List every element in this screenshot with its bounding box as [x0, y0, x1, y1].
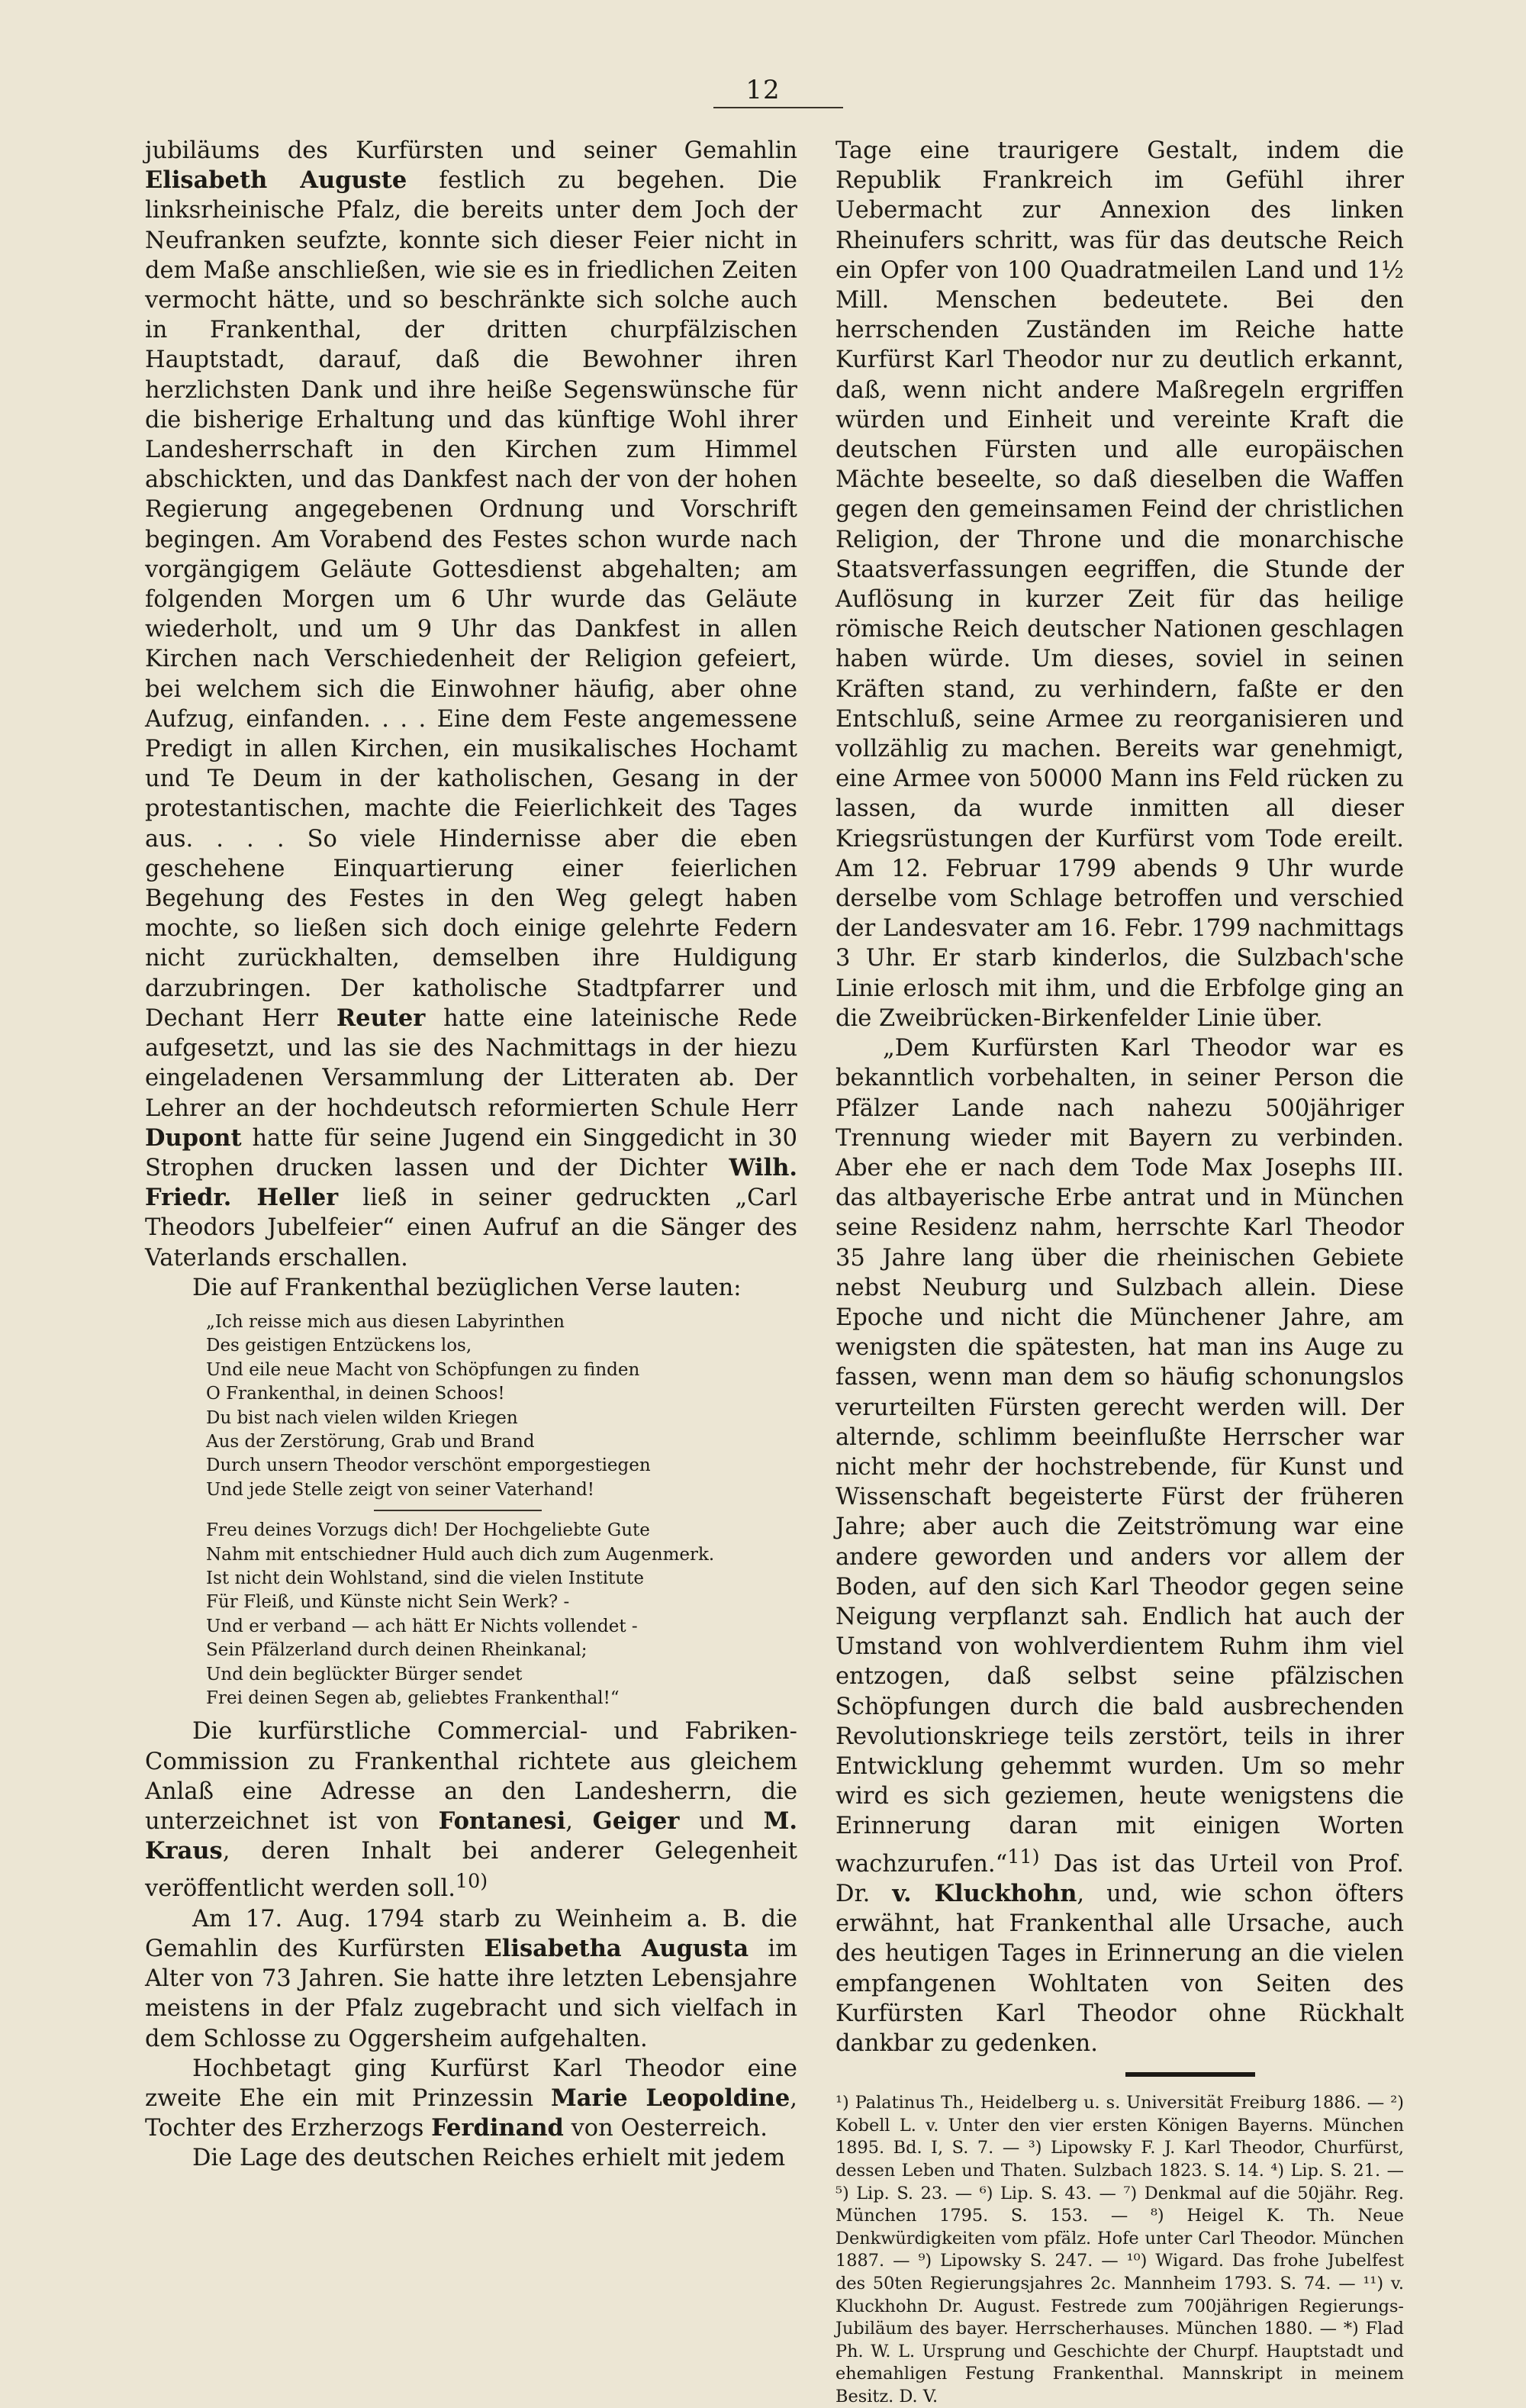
footnote-rule — [1125, 2072, 1255, 2077]
poem-stanza-1 — [206, 1310, 797, 1502]
poem-line: Und eile neue Macht von Schöpfungen zu finden — [206, 1359, 640, 1380]
poem-line: Und er verband — ach hätt Er Nichts vollendet - — [206, 1616, 638, 1636]
paragraph: Hochbetagt ging Kurfürst Karl Theodor eine zweite Ehe ein mit Prinzessin Marie Leopoldine, Tochter des Erzherzogs Ferdinand von Oesterreich. — [145, 2055, 797, 2142]
poem-stanza-2 — [206, 1519, 797, 1710]
paragraph: jubiläums des Kurfürsten und seiner Gemahlin Elisabeth Auguste festlich zu begehen. Die linksrheinische Pfalz, die bereits unter dem Joch der Neufranken seufzte, konnte sich dieser Feier nicht in dem Maße anschließen, wie sie es in friedlichen Zeiten vermocht hätte, und so beschränkte sich solche auch in Frankenthal, der dritten churpfälzischen Hauptstadt, darauf, daß die Bewohner ihren herzlichsten Dank und ihre heiße Segenswünsche für die bisherige Erhaltung und das künftige Wohl ihrer Landesherrschaft in den Kirchen zum Himmel abschickten, und das Dankfest nach der von der hohen Regierung angegebenen Ordnung und Vorschrift begingen. Am Vorabend des Festes schon wurde nach vorgängigem Geläute Gottesdienst abgehalten; am folgenden Morgen um 6 Uhr wurde das Geläute wiederholt, und um 9 Uhr das Dankfest in allen Kirchen nach Verschiedenheit der Religion gefeiert, bei welchem sich die Einwohner häufig, aber ohne Aufzug, einfanden. . . . Eine dem Feste angemessene Predigt in allen Kirchen, ein musikalisches Hochamt und Te Deum in der katholischen, Gesang in der protestantischen, machte die Feierlichkeit des Tages aus. . . . So viele Hindernisse aber die eben geschehene Einquartierung einer feierlichen Begehung des Festes in den Weg gelegt haben mochte, so ließen sich doch einige gelehrte Federn nicht zurückhalten, demselben ihre Huldigung darzubringen. Der katholische Stadtpfarrer und Dechant Herr Reuter hatte eine lateinische Rede aufgesetzt, und las sie des Nachmittags in der hiezu eingeladenen Versammlung der Litteraten ab. Der Lehrer an der hochdeutsch reformierten Schule Herr Dupont hatte für seine Jugend ein Singgedicht in 30 Strophen drucken lassen und der Dichter Wilh. Friedr. Heller ließ in seiner gedruckten „Carl Theodors Jubelfeier“ einen Aufruf an die Sänger des Vaterlands erschallen. — [145, 137, 797, 1272]
left-column — [145, 136, 797, 2174]
poem-line: Frei deinen Segen ab, geliebtes Frankenthal!“ — [206, 1688, 620, 1709]
poem-line: Durch unsern Theodor verschönt emporgestiegen — [206, 1455, 651, 1476]
poem-line: Ist nicht dein Wohlstand, sind die vielen Institute — [206, 1568, 644, 1588]
stanza-separator — [374, 1510, 542, 1511]
poem-line: Du bist nach vielen wilden Kriegen — [206, 1407, 518, 1428]
paragraph: Die kurfürstliche Commercial- und Fabriken-Commission zu Frankenthal richtete aus gleichem Anlaß eine Adresse an den Landesherrn, die unterzeichnet ist von Fontanesi, Geiger und M. Kraus, deren Inhalt bei anderer Gelegenheit veröffentlicht werden soll.$^{10)}$ — [145, 1718, 798, 1903]
page-number: 12 — [745, 75, 781, 105]
paragraph: Die Lage des deutschen Reiches erhielt mit jedem — [192, 2145, 786, 2172]
footnote-ref: 11) — [1007, 1844, 1040, 1868]
poem-line: O Frankenthal, in deinen Schoos! — [206, 1384, 505, 1404]
paragraph: Am 17. Aug. 1794 starb zu Weinheim a. B. die Gemahlin des Kurfürsten Elisabetha Augusta im Alter von 73 Jahren. Sie hatte ihre letzten Lebensjahre meistens in der Pfalz zugebracht und sich vielfach in dem Schlosse zu Oggersheim aufgehalten. — [145, 1905, 797, 2052]
poem-line: Sein Pfälzerland durch deinen Rheinkanal; — [206, 1640, 588, 1661]
right-column — [835, 136, 1404, 2408]
poem-line: „Ich reisse mich aus diesen Labyrinthen — [206, 1311, 565, 1332]
poem-line: Des geistigen Entzückens los, — [206, 1336, 472, 1356]
paragraph: Die auf Frankenthal bezüglichen Verse lauten: — [192, 1274, 742, 1301]
poem-line: Für Fleiß, und Künste nicht Sein Werk? - — [206, 1592, 570, 1613]
poem-line: Und jede Stelle zeigt von seiner Vaterhand! — [206, 1479, 595, 1500]
poem-line: Und dein beglückter Bürger sendet — [206, 1664, 523, 1684]
footnotes: ¹) Palatinus Th., Heidelberg u. s. Universität Freiburg 1886. — ²) Kobell L. v. Unter den vier ersten Königen Bayerns. München 1895. Bd. I, S. 7. — ³) Lipowsky F. J. Karl Theodor, Churfürst, dessen Leben und Thaten. Sulzbach 1823. S. 14. ⁴) Lip. S. 21. — ⁵) Lip. S. 23. — ⁶) Lip. S. 43. — ⁷) Denkmal auf die 50jähr. Reg. München 1795. S. 153. — ⁸) Heigel K. Th. Neue Denkwürdigkeiten vom pfälz. Hofe unter Carl Theodor. München 1887. — ⁹) Lipowsky S. 247. — ¹⁰) Wigard. Das frohe Jubelfest des 50ten Regierungsjahres 2c. Mannheim 1793. S. 74. — ¹¹) v. Kluckhohn Dr. August. Festrede zum 700jährigen Regierungs-Jubiläum des bayer. Herrscherhauses. München 1880. — *) Flad Ph. W. L. Ursprung und Geschichte der Churpf. Hauptstadt und ehemahligen Festung Frankenthal. Mannskript in meinem Besitz. D. V. — [835, 2093, 1404, 2406]
header-rule — [713, 107, 843, 108]
footnote-ref: 10) — [455, 1869, 488, 1893]
poem-line: Aus der Zerstörung, Grab und Brand — [206, 1431, 535, 1452]
paragraph: „Dem Kurfürsten Karl Theodor war es bekanntlich vorbehalten, in seiner Person die Pfälzer Lande nach nahezu 500jähriger Trennung wieder mit Bayern zu verbinden. Aber ehe er nach dem Tode Max Josephs III. das altbayerische Erbe antrat und in München seine Residenz nahm, herrschte Karl Theodor 35 Jahre lang über die rheinischen Gebiete nebst Neuburg und Sulzbach allein. Diese Epoche und nicht die Münchener Jahre, am wenigsten die spätesten, hat man ins Auge zu fassen, wenn man dem so häufig schonungslos verurteilten Fürsten gerecht werden will. Der alternde, schlimm beeinflußte Herrscher war nicht mehr der hochstrebende, für Kunst und Wissenschaft begeisterte Fürst der früheren Jahre; aber auch die Zeitströmung war eine andere geworden und anders vor allem der Boden, auf den sich Karl Theodor gegen seine Neigung verpflanzt sah. Endlich hat auch der Umstand von wohlverdientem Ruhm ihm viel entzogen, daß selbst seine pfälzischen Schöpfungen durch die bald ausbrechenden Revolutionskriege teils zerstört, teils in ihrer Entwicklung gehemmt wurden. Um so mehr wird es sich geziemen, heute wenigstens die Erinnerung daran mit einigen Worten wachzurufen.“$^{11)}$ Das ist das Urteil von Prof. Dr. v. Kluckhohn, und, wie schon öfters erwähnt, hat Frankenthal alle Ursache, auch des heutigen Tages in Erinnerung an die vielen empfangenen Wohltaten von Seiten des Kurfürsten Karl Theodor ohne Rückhalt dankbar zu gedenken. — [835, 1035, 1405, 2057]
poem-line: Freu deines Vorzugs dich! Der Hochgeliebte Gute — [206, 1520, 650, 1541]
paragraph: Tage eine traurigere Gestalt, indem die Republik Frankreich im Gefühl ihrer Uebermacht zur Annexion des linken Rheinufers schritt, was für das deutsche Reich ein Opfer von 100 Quadratmeilen Land und 1½ Mill. Menschen bedeutete. Bei den herrschenden Zuständen im Reiche hatte Kurfürst Karl Theodor nur zu deutlich erkannt, daß, wenn nicht andere Maßregeln ergriffen würden und Einheit und vereinte Kraft die deutschen Fürsten und alle europäischen Mächte beseelte, so daß dieselben die Waffen gegen den gemeinsamen Feind der christlichen Religion, der Throne und die monarchische Staatsverfassungen eegriffen, die Stunde der Auflösung in kurzer Zeit für das heilige römische Reich deutscher Nationen geschlagen haben würde. Um dieses, soviel in seinen Kräften stand, zu verhindern, faßte er den Entschluß, seine Armee zu reorganisieren und vollzählig zu machen. Bereits war genehmigt, eine Armee von 50000 Mann ins Feld rücken zu lassen, da wurde inmitten all dieser Kriegsrüstungen der Kurfürst vom Tode ereilt. Am 12. Februar 1799 abends 9 Uhr wurde derselbe vom Schlage betroffen und verschied der Landesvater am 16. Febr. 1799 nachmittags 3 Uhr. Er starb kinderlos, die Sulzbach'sche Linie erlosch mit ihm, und die Erbfolge ging an die Zweibrücken-Birkenfelder Linie über. — [835, 137, 1404, 1032]
poem-line: Nahm mit entschiedner Huld auch dich zum Augenmerk. — [206, 1544, 715, 1565]
